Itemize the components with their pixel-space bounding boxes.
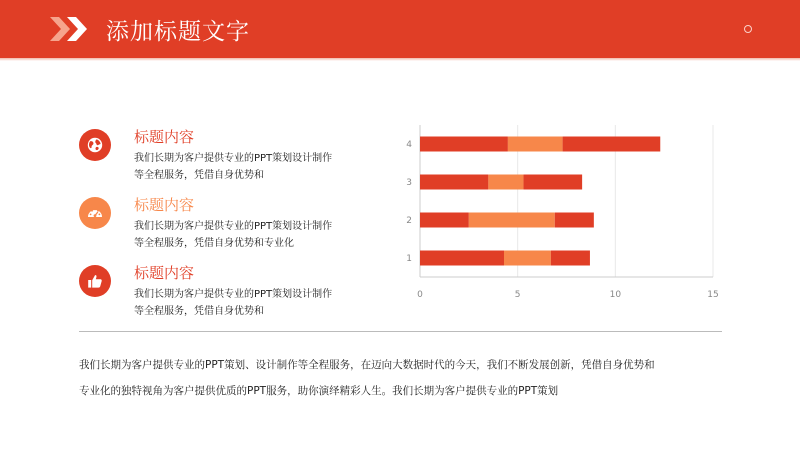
page-title: 添加标题文字 xyxy=(106,19,250,45)
bar-segment xyxy=(555,213,594,228)
y-tick-label: 4 xyxy=(406,140,412,150)
y-tick-label: 1 xyxy=(406,254,412,264)
x-tick-label: 0 xyxy=(417,290,423,300)
bar-segment xyxy=(420,251,504,266)
item-text-line: 我们长期为客户提供专业的PPT策划设计制作 xyxy=(134,221,333,232)
bar-segment xyxy=(504,251,551,266)
bar-segment xyxy=(551,251,590,266)
paragraph-line: 我们长期为客户提供专业的PPT策划、设计制作等全程服务，在迈向大数据时代的今天，我们不断发展创新，凭借自身优势和 xyxy=(79,359,655,371)
feature-item xyxy=(79,129,379,189)
item-title: 标题内容 xyxy=(134,196,195,214)
bar-segment xyxy=(420,175,488,190)
feature-item xyxy=(79,265,379,325)
bar-segment xyxy=(420,137,508,152)
bar-segment xyxy=(563,137,661,152)
item-title: 标题内容 xyxy=(134,128,195,146)
item-description xyxy=(134,218,374,252)
item-text-line: 我们长期为客户提供专业的PPT策划设计制作 xyxy=(134,153,333,164)
speedometer-icon xyxy=(79,197,111,229)
body-paragraph xyxy=(79,352,739,404)
divider xyxy=(79,331,722,332)
circle-icon xyxy=(744,25,752,33)
x-tick-label: 15 xyxy=(707,290,719,300)
item-description xyxy=(134,150,374,184)
thumbs-up-icon xyxy=(79,265,111,297)
bar-segment xyxy=(488,175,523,190)
bar-segment xyxy=(524,175,583,190)
paragraph-line: 专业化的独特视角为客户提供优质的PPT服务，助你演绎精彩人生。我们长期为客户提供专业的PPT策划 xyxy=(79,385,559,397)
header-shadow xyxy=(0,58,800,61)
chevron-right-icon xyxy=(67,17,89,41)
y-tick-label: 3 xyxy=(406,178,412,188)
globe-icon xyxy=(79,129,111,161)
feature-item xyxy=(79,197,379,257)
item-title: 标题内容 xyxy=(134,264,195,282)
item-text-line: 我们长期为客户提供专业的PPT策划设计制作 xyxy=(134,289,333,300)
stacked-bar-chart xyxy=(390,115,730,310)
header-bar xyxy=(0,0,800,58)
bar-segment xyxy=(508,137,563,152)
item-description xyxy=(134,286,374,320)
y-tick-label: 2 xyxy=(406,216,412,226)
item-text-line: 等全程服务，凭借自身优势和 xyxy=(134,306,264,317)
x-tick-label: 10 xyxy=(609,290,622,300)
bar-segment xyxy=(420,213,469,228)
item-text-line: 等全程服务，凭借自身优势和 xyxy=(134,170,264,181)
bar-segment xyxy=(469,213,555,228)
x-tick-label: 5 xyxy=(514,290,521,300)
item-text-line: 等全程服务，凭借自身优势和专业化 xyxy=(134,238,294,249)
